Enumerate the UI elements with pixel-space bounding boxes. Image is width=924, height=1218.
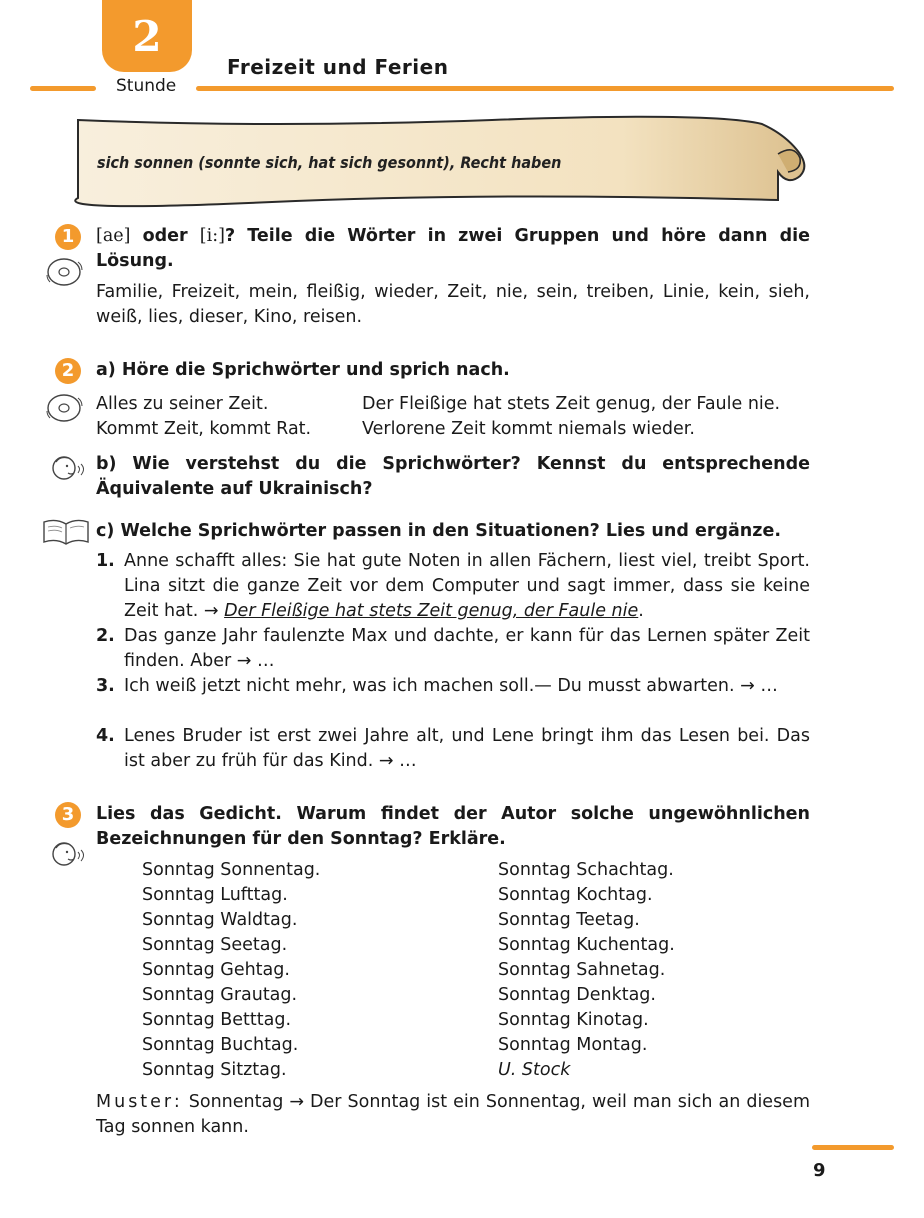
ipa-ae: [ae] xyxy=(96,226,131,246)
cd-disc-icon xyxy=(44,390,86,426)
poem-line: Sonntag Kuchentag. xyxy=(498,935,675,955)
task-number-1: 1 xyxy=(55,224,81,250)
poem-line: Sonntag Teetag. xyxy=(498,910,640,930)
proverb-left-2: Kommt Zeit, kommt Rat. xyxy=(96,419,312,439)
task2b-instruction: b) Wie verstehst du die Sprichwörter? Kennst du entsprechende Äquivalente auf Ukrainisch? xyxy=(96,454,810,499)
poem-line: Sonntag Montag. xyxy=(498,1035,648,1055)
poem-line: Sonntag Kinotag. xyxy=(498,1010,649,1030)
poem-line: Sonntag Grautag. xyxy=(142,985,298,1005)
lesson-label: Stunde xyxy=(116,76,177,96)
task2a-instruction: a) Höre die Sprichwörter und sprich nach. xyxy=(96,360,510,380)
poem-line: Sonntag Lufttag. xyxy=(142,885,288,905)
task1-instruction: [ae] oder [i:]? Teile die Wörter in zwei Gruppen und höre dann die Lösung. xyxy=(96,226,810,271)
lesson-number-tab: 2 xyxy=(102,0,192,72)
task-number-3: 3 xyxy=(55,802,81,828)
poem-right-column xyxy=(498,858,675,1083)
muster-label: Muster: xyxy=(96,1092,183,1112)
item-number: 4. xyxy=(96,726,115,746)
poem-line: Sonntag Sahnetag. xyxy=(498,960,666,980)
page-number: 9 xyxy=(813,1160,826,1181)
list-item: 1. Anne schafft alles: Sie hat gute Noten in allen Fächern, liest viel, treibt Sport. Lina sitzt die ganze Zeit vor dem Computer und sagt immer, dass sie keine Zeit hat. → Der Fleißige hat stets Zeit genug, der Faule nie. xyxy=(96,551,810,621)
poem-line: Sonntag Schachtag. xyxy=(498,860,674,880)
task1-word-list: Familie, Freizeit, mein, fleißig, wieder, Zeit, nie, sein, treiben, Linie, kein, sieh, weiß, lies, dieser, Kino, reisen. xyxy=(96,282,810,327)
page-title: Freizeit und Ferien xyxy=(227,55,449,79)
task-number-2: 2 xyxy=(55,358,81,384)
task3-instruction: Lies das Gedicht. Warum findet der Autor solche ungewöhnlichen Bezeichnungen für den Sonntag? Erkläre. xyxy=(96,804,810,849)
poem-line: Sonntag Seetag. xyxy=(142,935,288,955)
header-rule-left xyxy=(30,86,96,91)
proverb-left-1: Alles zu seiner Zeit. xyxy=(96,394,269,414)
muster-example: Muster: Sonnentag → Der Sonntag ist ein Sonnentag, weil man sich an diesem Tag sonnen kann. xyxy=(96,1092,810,1137)
speaking-head-icon xyxy=(48,452,88,486)
list-item: 4. Lenes Bruder ist erst zwei Jahre alt, und Lene bringt ihm das Lesen bei. Das ist aber zu früh für das Kind. → … xyxy=(96,726,810,771)
poem-line: Sonntag Sitztag. xyxy=(142,1060,287,1080)
cd-disc-icon xyxy=(44,254,86,290)
poem-author: U. Stock xyxy=(498,1060,571,1080)
list-item: 2. Das ganze Jahr faulenzte Max und dachte, er kann für das Lernen später Zeit finden. Aber → … xyxy=(96,626,810,671)
open-book-icon xyxy=(40,516,92,548)
vocabulary-text: sich sonnen (sonnte sich, hat sich gesonnt), Recht haben xyxy=(97,153,562,172)
task2c-instruction: c) Welche Sprichwörter passen in den Situationen? Lies und ergänze. xyxy=(96,521,781,541)
proverb-right-1: Der Fleißige hat stets Zeit genug, der Faule nie. xyxy=(362,394,781,414)
list-item: 3. Ich weiß jetzt nicht mehr, was ich machen soll.— Du musst abwarten. → … xyxy=(96,674,810,699)
proverb-right-2: Verlorene Zeit kommt niemals wieder. xyxy=(362,419,695,439)
sample-answer: Der Fleißige hat stets Zeit genug, der Faule nie xyxy=(224,601,639,621)
item-number: 2. xyxy=(96,626,115,646)
footer-rule xyxy=(812,1145,894,1150)
poem-line: Sonntag Denktag. xyxy=(498,985,656,1005)
poem-line: Sonntag Kochtag. xyxy=(498,885,653,905)
poem-line: Sonntag Buchtag. xyxy=(142,1035,299,1055)
ipa-i: [i:] xyxy=(199,226,225,246)
poem-left-column xyxy=(142,858,320,1083)
poem-line: Sonntag Gehtag. xyxy=(142,960,290,980)
item-number: 1. xyxy=(96,551,115,571)
speaking-head-icon xyxy=(48,838,88,872)
poem-line: Sonntag Waldtag. xyxy=(142,910,298,930)
header-rule-right xyxy=(196,86,894,91)
poem-line: Sonntag Sonnentag. xyxy=(142,860,321,880)
item-number: 3. xyxy=(96,676,115,696)
poem-line: Sonntag Betttag. xyxy=(142,1010,292,1030)
